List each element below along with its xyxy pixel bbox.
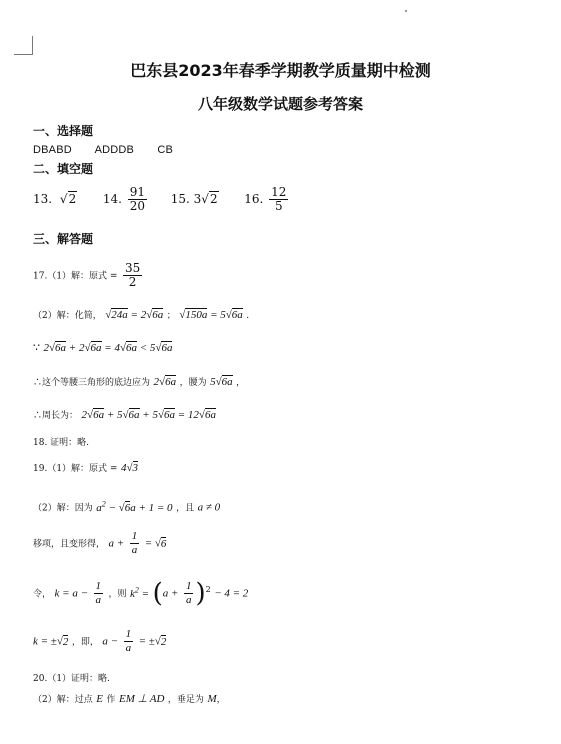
section-fill: 二、填空题 xyxy=(33,162,94,176)
section-solve: 三、解答题 xyxy=(33,232,94,246)
fill-answers xyxy=(33,186,290,213)
q19-4: 令， k = a − $\frac{1}{a}$ ，则 $k^2 = (a$ + $\frac{1}{a}$ )$^2$ − 4 = 2 xyxy=(33,578,249,609)
q19-1: 19.（1）解：原式 = 4√3 xyxy=(33,462,138,474)
section-choice: 一、选择题 xyxy=(33,124,94,138)
speck-mark xyxy=(405,10,407,12)
q17-1: 17.（1）解：原式 = $\frac{35}{2}$ xyxy=(33,261,141,289)
page-subtitle: 八年级数学试题参考答案 xyxy=(197,95,363,113)
choice-group-1: DBABD xyxy=(33,144,72,156)
choice-group-3: CB xyxy=(157,144,174,156)
q16-answer: $\frac{12}{5}$ xyxy=(271,185,287,213)
choice-answers xyxy=(33,143,193,157)
q17-2: （2）解：化简， √24a = 2√6a ； √150a = 5√6a . xyxy=(33,309,250,321)
q18: 18. 证明：略. xyxy=(33,438,90,448)
q17-2-line4: ∴周长为： 2√6a + 5√6a + 5√6a = 12√6a xyxy=(33,409,216,421)
q20-1: 20.（1）证明：略. xyxy=(33,674,110,684)
corner-crop-mark xyxy=(14,36,33,55)
q14-answer: $\frac{91}{20}$ xyxy=(129,185,146,213)
page-title: 巴东县2023年春季学期教学质量期中检测 xyxy=(130,61,431,80)
q20-2: （2）解：过点 E 作 EM ⊥ AD ，垂足为 M， xyxy=(33,693,226,705)
q15-number: 15. xyxy=(170,192,190,206)
q19-5: k = ±√2 ，即， a − $\frac{1}{a}$ = ±√2 xyxy=(33,628,167,654)
choice-group-2: ADDDB xyxy=(94,144,135,156)
q17-2-line3: ∴这个等腰三角形的底边应为 2√6a ，腰为 5√6a ， xyxy=(33,376,246,388)
q13-number: 13. xyxy=(33,192,53,206)
q13-answer: √2 xyxy=(59,192,77,206)
q14-number: 14. xyxy=(102,192,122,206)
q16-number: 16. xyxy=(244,192,264,206)
q15-answer: 3√2 xyxy=(193,192,218,206)
q17-2-line2: ∵ 2√6a + 2√6a = 4√6a < 5√6a xyxy=(33,341,173,354)
q19-2: （2）解：因为 $a^2 - √6a + 1 = 0$ ，且 a ≠ 0 xyxy=(33,499,221,514)
q19-3: 移项，且变形得， a + $\frac{1}{a}$ = √6 xyxy=(33,530,167,556)
